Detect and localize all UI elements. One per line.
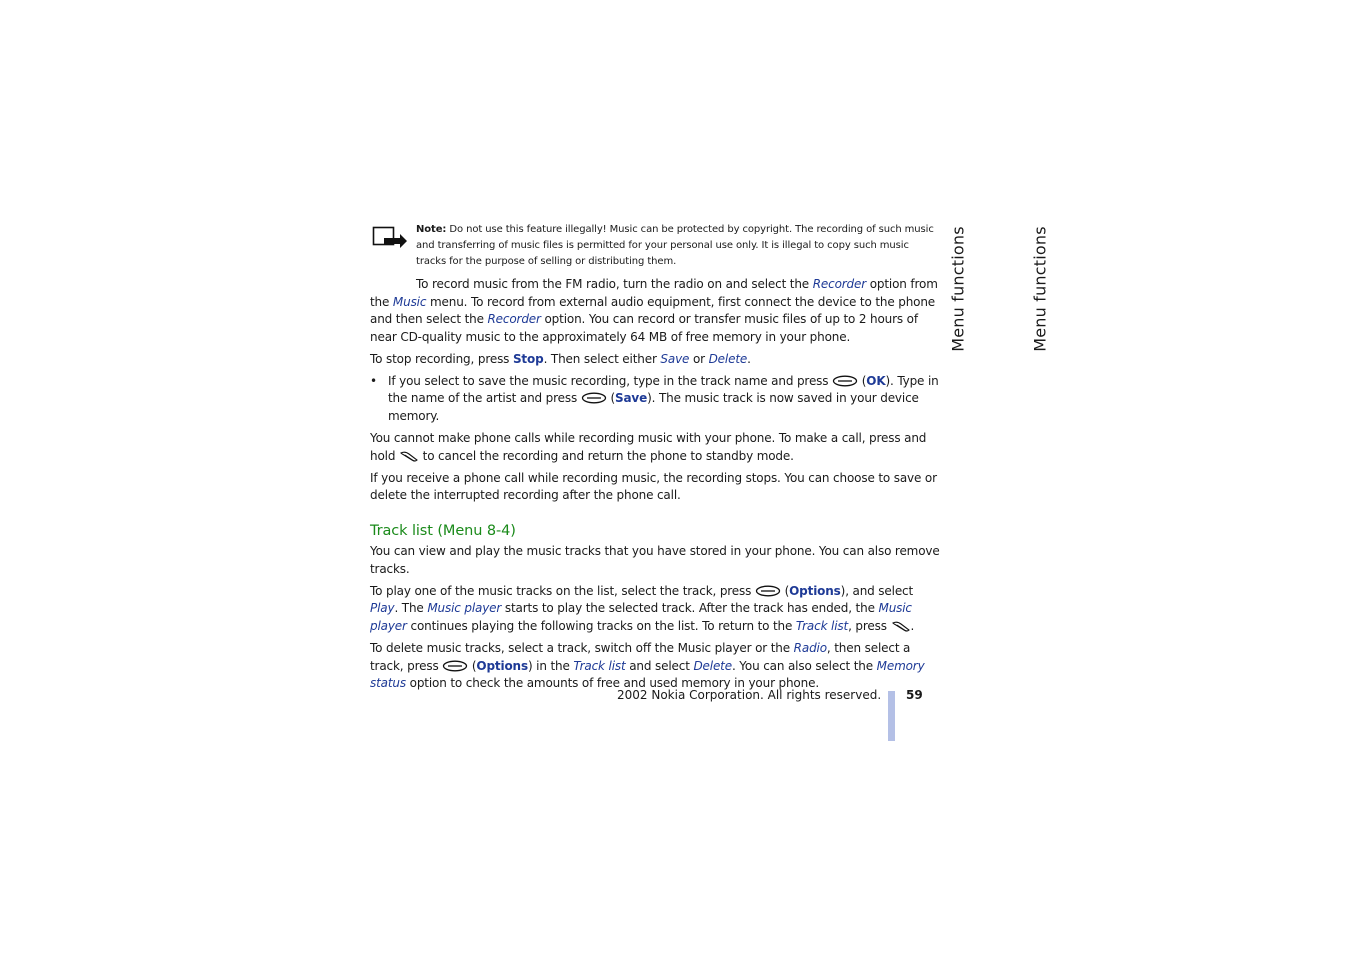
paragraph-view: You can view and play the music tracks that you have stored in your phone. You can also remove tracks. (370, 544, 940, 576)
text: . (910, 619, 915, 634)
text: to cancel the recording and return the phone to standby mode. (418, 448, 794, 463)
paragraph-stop (370, 351, 940, 369)
text: ( (780, 583, 790, 598)
text: option from the (370, 277, 938, 309)
text: ( (468, 658, 477, 673)
paragraph-play (370, 583, 940, 636)
note-hand-icon (372, 226, 408, 250)
paragraph-interrupt: If you receive a phone call while recording music, the recording stops. You can choose to save or delete the interrupted recording after the phone call. (370, 470, 937, 503)
page-number: 59 (906, 688, 923, 702)
text: . You can also select the (731, 658, 877, 673)
save-term: Save (660, 351, 690, 366)
paragraph-calls (370, 430, 940, 465)
text: You cannot make phone calls while recording music with your phone. To make a call, press and hold (370, 430, 927, 463)
recorder-term: Recorder (487, 312, 541, 327)
paragraph-delete (370, 640, 940, 693)
side-tab-text: Menu functions (1030, 226, 1050, 352)
text: . Then select either (543, 351, 661, 366)
stop-term: Stop (512, 351, 544, 366)
text: ), and select (840, 583, 914, 598)
side-tab-label (948, 226, 968, 352)
delete-term: Delete (708, 351, 748, 366)
track-list-term: Track list (795, 619, 849, 634)
ok-term: OK (866, 373, 886, 388)
text: ( (858, 373, 867, 388)
text: To play one of the music tracks on the list, select the track, press (370, 583, 755, 598)
text: If you select to save the music recording, type in the track name and press (388, 373, 833, 388)
text: . (747, 351, 751, 366)
text: To delete music tracks, select a track, switch off the Music player or the (370, 641, 794, 656)
text: or (689, 351, 709, 366)
footer-copyright: 2002 Nokia Corporation. All rights reserved. (617, 688, 882, 702)
text: option to check the amounts of free and used memory in your phone. (405, 676, 819, 691)
text: ) in the (527, 658, 574, 673)
selection-key-icon (755, 585, 781, 597)
text: and select (625, 658, 694, 673)
track-list-term: Track list (573, 658, 626, 673)
text: ( (606, 391, 615, 406)
memory-status-term: Memory status (370, 658, 925, 691)
text: To stop recording, press (370, 351, 513, 366)
note-text: Do not use this feature illegally! Music can be protected by copyright. The recording of such music and transferring of music files is permitted for your personal use only. It is illegal to copy such music tracks for the purpose of selling or distributing them. (416, 224, 934, 267)
delete-term: Delete (693, 658, 732, 673)
text: ). The music track is now saved in your device memory. (388, 391, 919, 423)
side-tab-text: Menu functions (948, 226, 968, 352)
play-term: Play (370, 601, 395, 616)
text: To record music from the FM radio, turn the radio on and select the (416, 277, 813, 291)
selection-key-icon (832, 375, 858, 387)
end-key-icon (891, 620, 911, 632)
main-text-column (370, 222, 940, 697)
text: menu. To record from external audio equipment, first connect the device to the phone and then select the (370, 294, 936, 327)
section-heading: Track list (Menu 8-4) (370, 522, 516, 539)
text: ). Type in the name of the artist and press (388, 373, 939, 406)
footer-bar (888, 691, 895, 741)
text: starts to play the selected track. After the track has ended, the (501, 601, 879, 616)
options-term: Options (476, 658, 528, 673)
options-term: Options (789, 583, 841, 598)
bullet-item-save (370, 373, 940, 426)
text: option. You can record or transfer music files of up to 2 hours of near CD-quality music to the approximately 64 MB of free memory in your phone. (370, 312, 918, 344)
selection-key-icon (442, 660, 468, 672)
text: . The (394, 601, 428, 616)
selection-key-icon (581, 392, 607, 404)
bullet-mark: • (370, 373, 377, 388)
music-term: Music (392, 294, 427, 309)
save-term: Save (614, 391, 648, 406)
end-key-icon (399, 450, 419, 462)
side-tab-label (1030, 226, 1050, 352)
recorder-term: Recorder (812, 277, 867, 291)
paragraph-record (370, 276, 940, 346)
text: , then select a track, press (370, 641, 911, 673)
text: , press (848, 619, 891, 634)
music-player-term: Music player (370, 601, 912, 634)
radio-term: Radio (793, 641, 827, 656)
music-player-term: Music player (427, 601, 502, 616)
note-box (370, 222, 940, 270)
note-label: Note: (416, 224, 447, 235)
text: continues playing the following tracks on the list. To return to the (406, 619, 796, 634)
